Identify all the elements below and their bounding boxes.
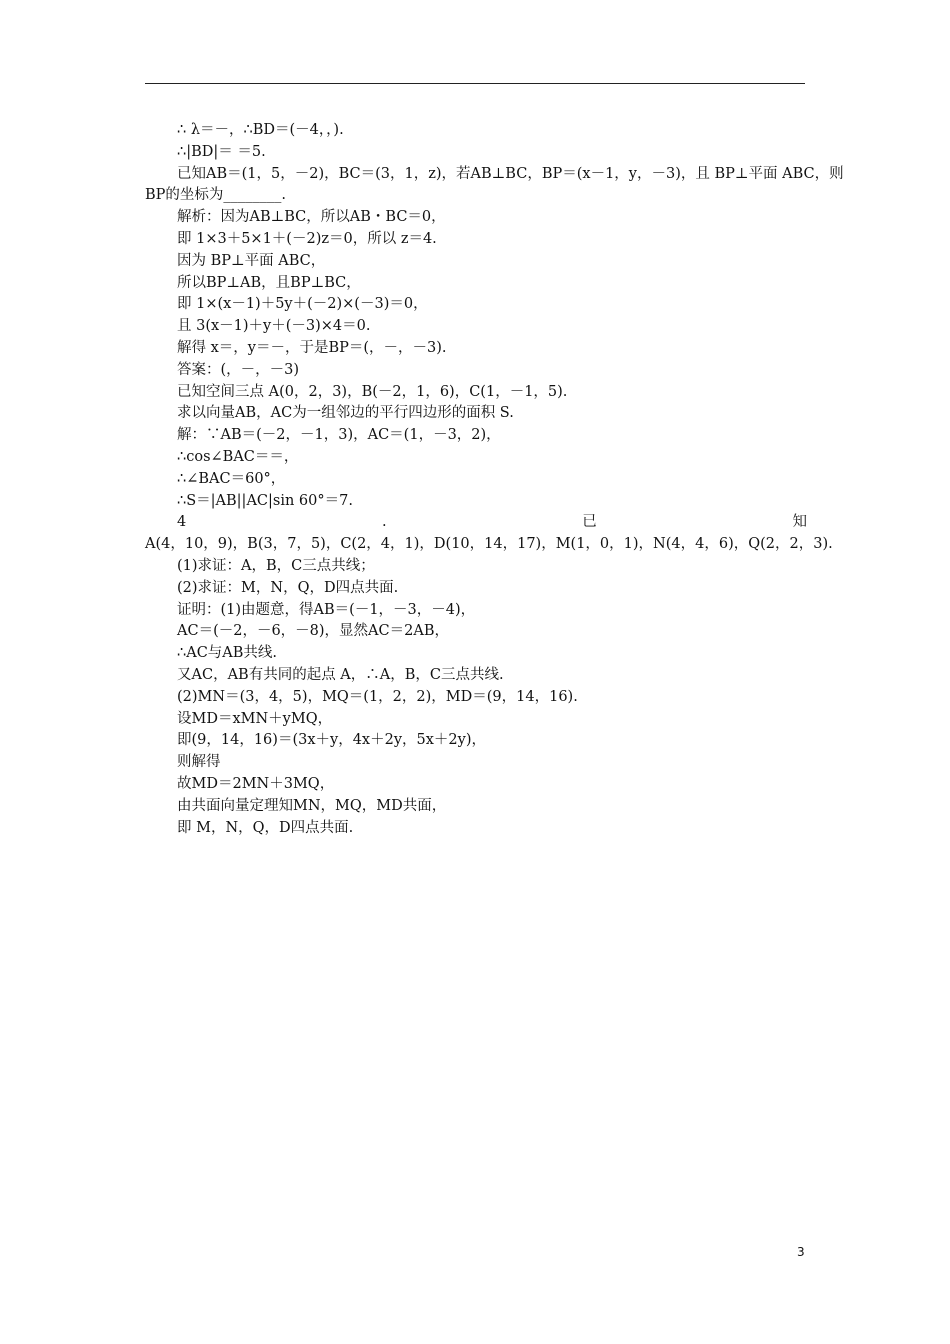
text-line: 已知AB＝(1，5，－2)，BC＝(3，1，z)，若AB⊥BC，BP＝(x－1，y，－3)，且 BP⊥平面 ABC，则 <box>177 165 844 182</box>
text-line: 由共面向量定理知MN，MQ，MD共面， <box>177 797 447 814</box>
question-4-heading <box>145 512 807 534</box>
text-line: BP的坐标为________. <box>145 187 287 204</box>
text-line: 且 3(x－1)＋y＋(－3)×4＝0. <box>177 318 371 335</box>
text-line: 因为 BP⊥平面 ABC， <box>177 252 326 269</box>
text-line: (1)求证：A，B，C三点共线； <box>177 557 375 574</box>
text-line: 解得 x＝，y＝－，于是BP＝(，－，－3). <box>177 339 447 356</box>
header-rule <box>145 83 805 84</box>
page-number: 3 <box>797 1245 805 1259</box>
question-punct: . <box>381 514 387 531</box>
text-line: 求以向量AB，AC为一组邻边的平行四边形的面积 S. <box>177 405 514 422</box>
document-body <box>145 120 844 839</box>
text-line: (2)MN＝(3，4，5)，MQ＝(1，2，2)，MD＝(9，14，16). <box>177 688 578 705</box>
text-line: ∴∠BAC＝60°， <box>177 470 286 487</box>
text-line: 解析：因为AB⊥BC，所以AB・BC＝0， <box>177 209 446 226</box>
text-line: 则解得 <box>177 754 221 771</box>
text-line: 已知空间三点 A(0，2，3)，B(－2，1，6)，C(1，－1，5). <box>177 383 568 400</box>
text-line: 答案：(，－，－3) <box>177 361 300 378</box>
text-line: 解：∵AB＝(－2，－1，3)，AC＝(1，－3，2)， <box>177 427 501 444</box>
text-line: 又AC，AB有共同的起点 A，∴A，B，C三点共线. <box>177 666 504 683</box>
text-line: ∴cos∠BAC＝＝， <box>177 448 299 465</box>
text-line: 即(9，14，16)＝(3x＋y，4x＋2y，5x＋2y)， <box>177 732 486 749</box>
text-line: 所以BP⊥AB，且BP⊥BC， <box>177 274 361 291</box>
text-line: ∴|BD|＝ ＝5. <box>177 143 266 160</box>
text-line: ∴ λ＝－，∴BD＝(－4，，). <box>177 122 344 138</box>
question-word: 知 <box>792 514 807 531</box>
text-line: AC＝(－2，－6，－8)，显然AC＝2AB， <box>177 623 449 640</box>
text-line: (2)求证：M，N，Q，D四点共面. <box>177 579 399 596</box>
text-line: 设MD＝xMN＋yMQ， <box>177 710 333 727</box>
question-number: 4 <box>177 514 187 531</box>
text-line: ∴AC与AB共线. <box>177 645 278 662</box>
text-line: ∴S＝|AB||AC|sin 60°＝7. <box>177 492 353 509</box>
text-line: 证明：(1)由题意，得AB＝(－1，－3，－4)， <box>177 601 476 618</box>
question-4-points: A(4，10，9)，B(3，7，5)，C(2，4，1)，D(10，14，17)，M(1，0，1)，N(4，4，6)，Q(2，2，3). <box>145 536 833 553</box>
text-line: 即 M，N，Q，D四点共面. <box>177 819 354 836</box>
text-line: 即 1×3＋5×1＋(－2)z＝0，所以 z＝4. <box>177 230 437 247</box>
text-line: 故MD＝2MN＋3MQ， <box>177 775 335 792</box>
question-word: 已 <box>582 514 597 531</box>
text-line: 即 1×(x－1)＋5y＋(－2)×(－3)＝0， <box>177 296 428 313</box>
